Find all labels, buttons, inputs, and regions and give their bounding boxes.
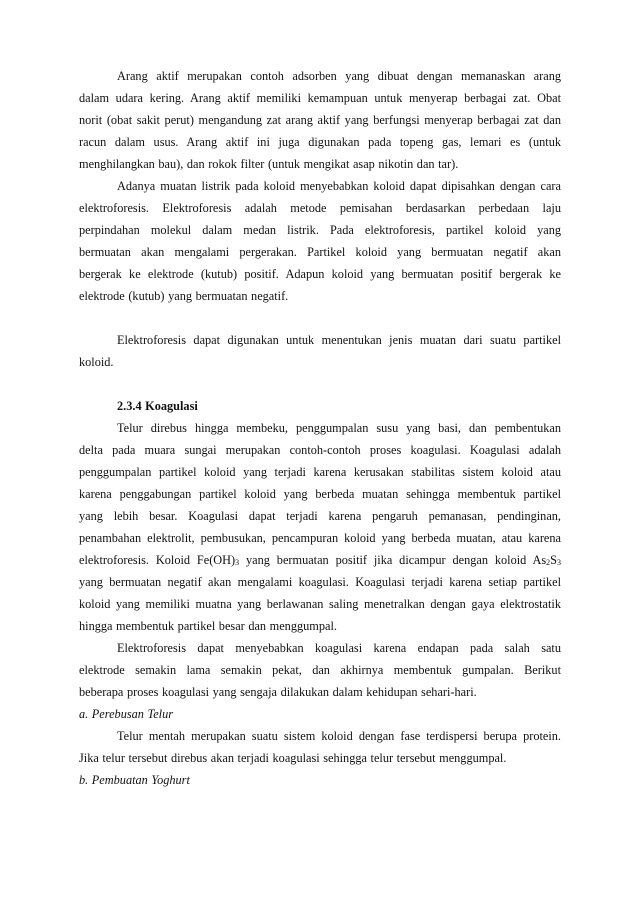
text-line: dalam udara kering. Arang aktif memiliki kemampuan untuk menyerap berbagai zat. Obat — [79, 91, 561, 105]
paragraph-gap — [79, 307, 561, 329]
section-heading: 2.3.4 Koagulasi — [117, 399, 198, 413]
text-line: elektrode semakin lama semakin pekat, dan akhirnya membentuk gumpalan. Berikut — [79, 663, 561, 677]
text-segment: S — [550, 553, 557, 567]
subheading-pembuatan-yoghurt: b. Pembuatan Yoghurt — [79, 773, 190, 787]
text-line: elektroforesis. Elektroforesis adalah metode pemisahan berdasarkan perbedaan laju — [79, 201, 561, 215]
text-line: perpindahan molekul dalam medan listrik. Pada elektroforesis, partikel koloid yang — [79, 223, 561, 237]
text-line: Telur direbus hingga membeku, penggumpalan susu yang basi, dan pembentukan — [117, 421, 561, 435]
text-line: yang lebih besar. Koagulasi dapat terjadi karena pengaruh pemanasan, pendinginan, — [79, 509, 561, 523]
text-line: norit (obat sakit perut) mengandung zat arang aktif yang berfungsi menyerap berbagai zat dan — [79, 113, 561, 127]
text-line: delta pada muara sungai merupakan contoh-contoh proses koagulasi. Koagulasi adalah — [79, 443, 561, 457]
paragraph-arang-aktif — [79, 65, 561, 175]
text-line: yang bermuatan negatif akan mengalami koagulasi. Koagulasi terjadi karena setiap partikel — [79, 575, 561, 589]
text-line: menghilangkan bau), dan rokok filter (untuk mengikat asap nikotin dan tar). — [79, 157, 459, 171]
paragraph-telur — [79, 725, 561, 769]
text-line: koloid. — [79, 355, 114, 369]
text-segment: elektroforesis. Koloid Fe(OH) — [79, 553, 236, 567]
text-line: Jika telur tersebut direbus akan terjadi koagulasi sehingga telur tersebut menggumpal. — [79, 751, 507, 765]
text-line: Elektroforesis dapat digunakan untuk menentukan jenis muatan dari suatu partikel — [117, 333, 561, 347]
text-line: Elektroforesis dapat menyebabkan koagulasi karena endapan pada salah satu — [117, 641, 561, 655]
text-line-formula — [79, 549, 561, 571]
text-line: Arang aktif merupakan contoh adsorben yang dibuat dengan memanaskan arang — [117, 69, 561, 83]
paragraph-endapan — [79, 637, 561, 703]
text-line: penggumpalan partikel koloid yang terjadi karena kerusakan stabilitas sistem koloid atau — [79, 465, 561, 479]
text-line: racun dalam usus. Arang aktif ini juga digunakan pada topeng gas, lemari es (untuk — [79, 135, 561, 149]
text-line: karena penggabungan partikel koloid yang berbeda muatan sehingga membentuk partikel — [79, 487, 561, 501]
paragraph-koagulasi — [79, 417, 561, 637]
text-segment: yang bermuatan positif jika dicampur dengan koloid As — [239, 553, 547, 567]
subscript: 3 — [557, 558, 561, 567]
text-line: bermuatan akan mengalami pergerakan. Partikel koloid yang bermuatan negatif akan — [79, 245, 561, 259]
paragraph-elektroforesis — [79, 329, 561, 373]
document-body — [79, 65, 561, 791]
subscript: 3 — [235, 558, 240, 567]
text-line: Adanya muatan listrik pada koloid menyebabkan koloid dapat dipisahkan dengan cara — [117, 179, 561, 193]
paragraph-gap — [79, 373, 561, 395]
text-line: elektrode (kutub) yang bermuatan negatif. — [79, 289, 289, 303]
text-line: hingga membentuk partikel besar dan menggumpal. — [79, 619, 337, 633]
text-line: bergerak ke elektrode (kutub) positif. Adapun koloid yang bermuatan positif bergerak ke — [79, 267, 561, 281]
text-line: Telur mentah merupakan suatu sistem koloid dengan fase terdispersi berupa protein. — [117, 729, 561, 743]
paragraph-muatan-listrik — [79, 175, 561, 307]
text-line: penambahan elektrolit, pembusukan, pencampuran koloid yang berbeda muatan, atau karena — [79, 531, 561, 545]
text-line: beberapa proses koagulasi yang sengaja dilakukan dalam kehidupan sehari-hari. — [79, 685, 477, 699]
subheading-perebusan-telur: a. Perebusan Telur — [79, 707, 174, 721]
subscript: 2 — [546, 558, 551, 567]
text-line: koloid yang memiliki muatna yang berlawanan saling menetralkan dengan gaya elektrostatik — [79, 597, 561, 611]
